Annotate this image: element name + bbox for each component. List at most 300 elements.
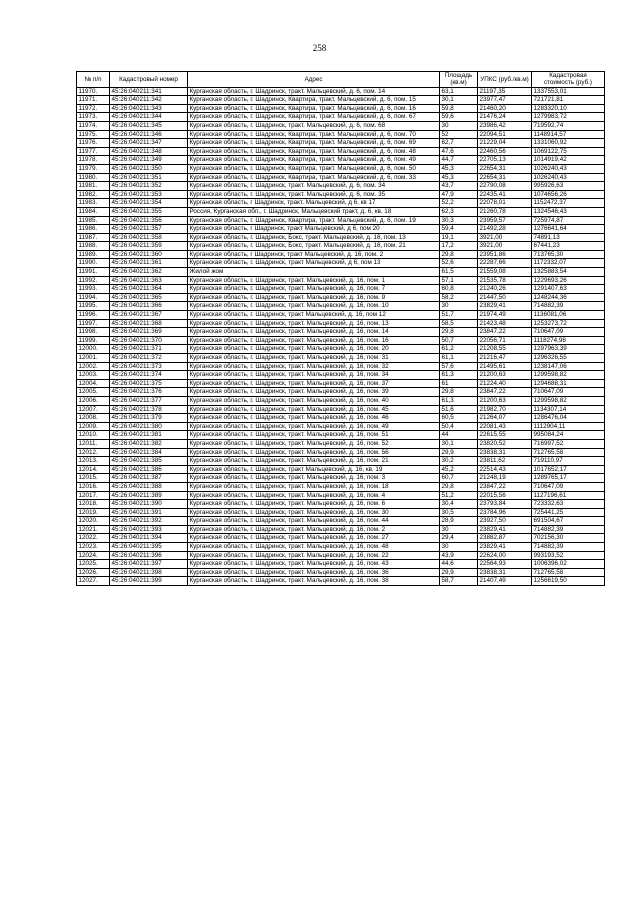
cadastral-value: 1286476,04 (532, 414, 605, 423)
area: 50,4 (440, 422, 478, 431)
row-number: 12019. (77, 508, 110, 517)
upks: 22460,56 (478, 147, 532, 156)
col-header-cadastral-number: Кадастровый номер (110, 72, 188, 88)
address: Курганская область, г. Шадринск, тракт. Мальцевский, д. 16, пом. 31 (188, 354, 440, 363)
upks: 22654,31 (478, 164, 532, 173)
cadastral-value: 1118274,98 (532, 336, 605, 345)
address: Курганская область, г. Шадринск, тракт. Мальцевский, д. 16, пом. 40 (188, 396, 440, 405)
cadastral-number: 45:26:040211:387 (110, 474, 188, 483)
cadastral-table (76, 71, 605, 586)
cadastral-number: 45:26:040211:397 (110, 560, 188, 569)
row-number: 12002. (77, 362, 110, 371)
row-number: 12003. (77, 371, 110, 380)
row-number: 11972. (77, 104, 110, 113)
table-row (77, 500, 605, 509)
col-header-number: № п/п (77, 72, 110, 88)
upks: 22081,43 (478, 422, 532, 431)
table-row (77, 242, 605, 251)
cadastral-number: 45:26:040211:372 (110, 354, 188, 363)
upks: 23847,22 (478, 482, 532, 491)
cadastral-value: 1026240,43 (532, 173, 605, 182)
cadastral-value: 723332,63 (532, 500, 605, 509)
area: 50,7 (440, 336, 478, 345)
cadastral-number: 45:26:040211:390 (110, 500, 188, 509)
address: Курганская область, г Шадринск, тракт Мальцевский, д 6, пом 20 (188, 225, 440, 234)
address: Курганская область, г. Шадринск, тракт. Мальцевский, д. 16, пом. 52 (188, 439, 440, 448)
upks: 21495,61 (478, 362, 532, 371)
area: 44 (440, 431, 478, 440)
address: Курганская область, г. Шадринск, тракт Мальцевский, д. 16, кв. 19 (188, 465, 440, 474)
cadastral-value: 725441,25 (532, 508, 605, 517)
address: Курганская область, г. Шадринск, тракт. Мальцевский, д. 16, пом. 7 (188, 285, 440, 294)
upks: 21492,28 (478, 225, 532, 234)
upks: 23847,22 (478, 388, 532, 397)
row-number: 12011. (77, 439, 110, 448)
cadastral-number: 45:26:040211:374 (110, 371, 188, 380)
address: Курганская область, г. Шадринск, тракт. Мальцевский, д. 16, пом. 22 (188, 551, 440, 560)
row-number: 11971. (77, 96, 110, 105)
cadastral-value: 710647,09 (532, 388, 605, 397)
address: Курганская область, г. Шадринск, тракт. Мальцевский, д. 16, пом. 3 (188, 474, 440, 483)
address: Курганская область, г. Шадринск, тракт. Мальцевский, д. 16, пом. 49 (188, 422, 440, 431)
row-number: 12027. (77, 577, 110, 586)
upks: 21260,78 (478, 207, 532, 216)
area: 52 (440, 130, 478, 139)
cadastral-number: 45:26:040211:362 (110, 268, 188, 277)
row-number: 11982. (77, 190, 110, 199)
table-row (77, 225, 605, 234)
row-number: 12020. (77, 517, 110, 526)
row-number: 12017. (77, 491, 110, 500)
address: Курганская область, г. Шадринск, тракт. Мальцевский, д. 16, пом. 20 (188, 345, 440, 354)
table-row (77, 164, 605, 173)
row-number: 11981. (77, 182, 110, 191)
row-number: 11989. (77, 250, 110, 259)
row-number: 12025. (77, 560, 110, 569)
area: 59,4 (440, 225, 478, 234)
area: 61,5 (440, 268, 478, 277)
cadastral-number: 45:26:040211:344 (110, 113, 188, 122)
table-row (77, 457, 605, 466)
row-number: 11986. (77, 225, 110, 234)
cadastral-number: 45:26:040211:391 (110, 508, 188, 517)
cadastral-value: 1014919,42 (532, 156, 605, 165)
cadastral-value: 710647,09 (532, 482, 605, 491)
area: 60,8 (440, 285, 478, 294)
cadastral-value: 1296326,55 (532, 354, 605, 363)
upks: 23838,31 (478, 568, 532, 577)
area: 30,1 (440, 96, 478, 105)
col-header-cadastral-value: Кадастровая стоимость (руб.) (532, 72, 605, 88)
area: 30,5 (440, 508, 478, 517)
row-number: 11997. (77, 319, 110, 328)
cadastral-number: 45:26:040211:394 (110, 534, 188, 543)
area: 61,2 (440, 345, 478, 354)
cadastral-value: 714882,39 (532, 543, 605, 552)
row-number: 12023. (77, 543, 110, 552)
upks: 21982,70 (478, 405, 532, 414)
row-number: 11995. (77, 302, 110, 311)
row-number: 12012. (77, 448, 110, 457)
cadastral-number: 45:26:040211:399 (110, 577, 188, 586)
address: Курганская область, г. Шадринск, тракт. Мальцевский, д. 16, пом. 30 (188, 508, 440, 517)
area: 60,5 (440, 414, 478, 423)
cadastral-number: 45:26:040211:376 (110, 388, 188, 397)
cadastral-number: 45:26:040211:347 (110, 139, 188, 148)
address: Курганская область, г. Шадринск, тракт. Мальцевский, д. 16, пом. 46 (188, 414, 440, 423)
row-number: 11976. (77, 139, 110, 148)
area: 30,4 (440, 500, 478, 509)
area: 62,7 (440, 139, 478, 148)
address: Курганская область, г. Шадринск, Квартира, тракт. Мальцевский, д. 6, пом. 15 (188, 96, 440, 105)
upks: 22615,55 (478, 431, 532, 440)
table-row (77, 474, 605, 483)
table-row (77, 525, 605, 534)
cadastral-value: 1248244,36 (532, 293, 605, 302)
table-row (77, 173, 605, 182)
address: Курганская область, г. Шадринск, тракт. Мальцевский, д. 16, пом. 9 (188, 293, 440, 302)
upks: 23838,31 (478, 448, 532, 457)
area: 19,1 (440, 233, 478, 242)
area: 30 (440, 302, 478, 311)
row-number: 11993. (77, 285, 110, 294)
area: 61,3 (440, 396, 478, 405)
table-row (77, 465, 605, 474)
upks: 22514,43 (478, 465, 532, 474)
upks: 22624,00 (478, 551, 532, 560)
cadastral-value: 1297963,39 (532, 345, 605, 354)
table-row (77, 285, 605, 294)
cadastral-number: 45:26:040211:382 (110, 439, 188, 448)
address: Курганская область, г. Шадринск, тракт. Мальцевский, д. 16, пом. 32 (188, 362, 440, 371)
table-row (77, 379, 605, 388)
cadastral-value: 702156,30 (532, 534, 605, 543)
cadastral-number: 45:26:040211:371 (110, 345, 188, 354)
area: 29,8 (440, 482, 478, 491)
cadastral-value: 74891,13 (532, 233, 605, 242)
table-row (77, 139, 605, 148)
upks: 23829,41 (478, 302, 532, 311)
upks: 22564,93 (478, 560, 532, 569)
area: 61,3 (440, 371, 478, 380)
cadastral-number: 45:26:040211:380 (110, 422, 188, 431)
upks: 23793,84 (478, 500, 532, 509)
cadastral-number: 45:26:040211:352 (110, 182, 188, 191)
cadastral-value: 1294688,31 (532, 379, 605, 388)
upks: 21559,08 (478, 268, 532, 277)
upks: 22790,08 (478, 182, 532, 191)
upks: 3921,00 (478, 242, 532, 251)
address: Курганская область, г. Шадринск, Бокс, тракт. Мальцевский, д. 16, пом. 13 (188, 233, 440, 242)
table-row (77, 551, 605, 560)
cadastral-number: 45:26:040211:360 (110, 250, 188, 259)
address: Курганская область, г. Шадринск, тракт. Мальцевский, д. 6, пом. 34 (188, 182, 440, 191)
row-number: 11980. (77, 173, 110, 182)
cadastral-number: 45:26:040211:378 (110, 405, 188, 414)
address: Курганская область, г. Шадринск, Квартира, тракт. Мальцевский, д. 6, пом. 19 (188, 216, 440, 225)
cadastral-value: 1283320,10 (532, 104, 605, 113)
row-number: 12016. (77, 482, 110, 491)
row-number: 11990. (77, 259, 110, 268)
cadastral-value: 714882,39 (532, 302, 605, 311)
cadastral-number: 45:26:040211:357 (110, 225, 188, 234)
area: 62,3 (440, 207, 478, 216)
table-row (77, 156, 605, 165)
address: Курганская область, г. Шадринск, тракт Мальцевский, д 6, пом 13 (188, 259, 440, 268)
table-row (77, 190, 605, 199)
address: Курганская область, г Шадринск, тракт Мальцевский, д. 16, пом. 2 (188, 250, 440, 259)
col-header-area: Площадь (кв.м) (440, 72, 478, 88)
area: 58,2 (440, 293, 478, 302)
row-number: 12005. (77, 388, 110, 397)
page-number: 258 (312, 43, 327, 53)
cadastral-number: 45:26:040211:375 (110, 379, 188, 388)
cadastral-number: 45:26:040211:356 (110, 216, 188, 225)
area: 51,2 (440, 491, 478, 500)
address: Курганская область, г. Шадринск, Квартира, тракт. Мальцевский, д. 6, пом. 49 (188, 156, 440, 165)
cadastral-number: 45:26:040211:351 (110, 173, 188, 182)
address: Курганская область, г. Шадринск, тракт. Мальцевский, д. 6, пом. 14 (188, 87, 440, 96)
cadastral-value: 1238147,06 (532, 362, 605, 371)
upks: 3921,00 (478, 233, 532, 242)
cadastral-value: 1337553,01 (532, 87, 605, 96)
row-number: 11970. (77, 87, 110, 96)
table-row (77, 431, 605, 440)
row-number: 12001. (77, 354, 110, 363)
cadastral-value: 716997,52 (532, 439, 605, 448)
area: 44,6 (440, 560, 478, 569)
cadastral-number: 45:26:040211:349 (110, 156, 188, 165)
row-number: 11985. (77, 216, 110, 225)
area: 45,3 (440, 164, 478, 173)
address: Курганская область, г. Шадринск, тракт. Мальцевский, д. 16, пом. 39 (188, 388, 440, 397)
cadastral-number: 45:26:040211:364 (110, 285, 188, 294)
table-row (77, 534, 605, 543)
table-row (77, 113, 605, 122)
address: Курганская область, г. Шадринск, тракт. Мальцевский, д. 16, пом. 1 (188, 276, 440, 285)
row-number: 12022. (77, 534, 110, 543)
area: 43,7 (440, 182, 478, 191)
upks: 23977,47 (478, 96, 532, 105)
address: Курганская область, г. Шадринск, тракт. Мальцевский, д. 16, пом. 38 (188, 577, 440, 586)
cadastral-value: 1289765,17 (532, 474, 605, 483)
cadastral-number: 45:26:040211:359 (110, 242, 188, 251)
cadastral-value: 1325883,54 (532, 268, 605, 277)
cadastral-value: 719110,97 (532, 457, 605, 466)
table-row (77, 414, 605, 423)
row-number: 11984. (77, 207, 110, 216)
cadastral-number: 45:26:040211:370 (110, 336, 188, 345)
cadastral-number: 45:26:040211:350 (110, 164, 188, 173)
row-number: 11978. (77, 156, 110, 165)
upks: 22078,01 (478, 199, 532, 208)
row-number: 11992. (77, 276, 110, 285)
cadastral-value: 1291407,63 (532, 285, 605, 294)
table-row (77, 216, 605, 225)
cadastral-value: 713765,30 (532, 250, 605, 259)
cadastral-value: 710647,09 (532, 328, 605, 337)
table-row (77, 87, 605, 96)
area: 58,7 (440, 577, 478, 586)
row-number: 11975. (77, 130, 110, 139)
table-row (77, 439, 605, 448)
address: Курганская область, г. Шадринск, тракт. Мальцевский, д. 16, пом. 6 (188, 500, 440, 509)
row-number: 11977. (77, 147, 110, 156)
address: Курганская область, г. Шадринск, тракт. Мальцевский, д. 16, пом. 10 (188, 302, 440, 311)
area: 44,7 (440, 156, 478, 165)
row-number: 12026. (77, 568, 110, 577)
row-number: 12024. (77, 551, 110, 560)
cadastral-number: 45:26:040211:381 (110, 431, 188, 440)
cadastral-value: 1324546,43 (532, 207, 605, 216)
cadastral-number: 45:26:040211:343 (110, 104, 188, 113)
upks: 21200,63 (478, 371, 532, 380)
cadastral-number: 45:26:040211:354 (110, 199, 188, 208)
area: 51,6 (440, 405, 478, 414)
upks: 23811,62 (478, 457, 532, 466)
cadastral-number: 45:26:040211:392 (110, 517, 188, 526)
cadastral-number: 45:26:040211:348 (110, 147, 188, 156)
row-number: 11988. (77, 242, 110, 251)
area: 30,1 (440, 439, 478, 448)
upks: 21229,04 (478, 139, 532, 148)
table-row (77, 328, 605, 337)
upks: 23959,57 (478, 216, 532, 225)
cadastral-value: 1253273,72 (532, 319, 605, 328)
area: 52,2 (440, 199, 478, 208)
area: 58,5 (440, 319, 478, 328)
cadastral-value: 714882,39 (532, 525, 605, 534)
table-row (77, 345, 605, 354)
address: Курганская область, г. Шадринск, тракт. Мальцевский, д. 16, пом. 36 (188, 568, 440, 577)
area: 30 (440, 543, 478, 552)
table-row (77, 233, 605, 242)
cadastral-number: 45:26:040211:345 (110, 121, 188, 130)
area: 30,3 (440, 216, 478, 225)
row-number: 11983. (77, 199, 110, 208)
row-number: 12007. (77, 405, 110, 414)
table-row (77, 388, 605, 397)
address: Курганская область, г. Шадринск, тракт. Мальцевский, д. 16, пом. 16 (188, 336, 440, 345)
table-row (77, 199, 605, 208)
upks: 21197,35 (478, 87, 532, 96)
table-row (77, 371, 605, 380)
table-row (77, 405, 605, 414)
table-row (77, 491, 605, 500)
area: 47,6 (440, 147, 478, 156)
cadastral-number: 45:26:040211:395 (110, 543, 188, 552)
table-row (77, 130, 605, 139)
address: Курганская область, г. Шадринск, тракт Мальцевский, д. 16, пом 12 (188, 311, 440, 320)
cadastral-value: 1136081,06 (532, 311, 605, 320)
cadastral-value: 1299598,82 (532, 396, 605, 405)
cadastral-value: 712765,58 (532, 448, 605, 457)
area: 30 (440, 525, 478, 534)
upks: 21476,24 (478, 113, 532, 122)
address: Курганская область, г. Шадринск, тракт. Мальцевский, д. 16, пом. 34 (188, 371, 440, 380)
cadastral-number: 45:26:040211:363 (110, 276, 188, 285)
upks: 21407,49 (478, 577, 532, 586)
cadastral-number: 45:26:040211:361 (110, 259, 188, 268)
address: Курганская область, г. Шадринск, тракт. Мальцевский, д. 16, пом. 13 (188, 319, 440, 328)
cadastral-number: 45:26:040211:342 (110, 96, 188, 105)
upks: 21248,19 (478, 474, 532, 483)
upks: 21200,63 (478, 396, 532, 405)
area: 59,8 (440, 104, 478, 113)
upks: 23882,87 (478, 534, 532, 543)
address: Курганская область, г. Шадринск, тракт. Мальцевский, д. 16, пом. 43 (188, 560, 440, 569)
table-row (77, 259, 605, 268)
row-number: 11974. (77, 121, 110, 130)
row-number: 11979. (77, 164, 110, 173)
area: 57,1 (440, 276, 478, 285)
area: 45,3 (440, 173, 478, 182)
upks: 21974,49 (478, 311, 532, 320)
cadastral-value: 1006396,02 (532, 560, 605, 569)
address: Курганская область, г. Шадринск, тракт. Мальцевский, д. 16, пом. 4 (188, 491, 440, 500)
address: Жилой жом (188, 268, 440, 277)
row-number: 11987. (77, 233, 110, 242)
address: Курганская область, г. Шадринск, тракт. Мальцевский, д. 16, пом. 37 (188, 379, 440, 388)
area: 43,9 (440, 551, 478, 560)
address: Курганская область, г. Шадринск, тракт. Мальцевский, д. 16, пом. 27 (188, 534, 440, 543)
upks: 21535,78 (478, 276, 532, 285)
area: 63,1 (440, 87, 478, 96)
table-row (77, 560, 605, 569)
area: 60,7 (440, 474, 478, 483)
cadastral-number: 45:26:040211:389 (110, 491, 188, 500)
upks: 22056,71 (478, 336, 532, 345)
upks: 21240,26 (478, 285, 532, 294)
address: Курганская область, г. Шадринск, Квартира, тракт. Мальцевский, д. 6, пом. 50 (188, 164, 440, 173)
upks: 21264,07 (478, 414, 532, 423)
cadastral-value: 721721,81 (532, 96, 605, 105)
address: Курганская область, г. Шадринск, Квартира, тракт. Мальцевский, д. 6, пом. 16 (188, 104, 440, 113)
cadastral-value: 1276641,64 (532, 225, 605, 234)
address: Курганская область, г Шадринск, тракт. Мальцевский, д 6, кв 17 (188, 199, 440, 208)
table-row (77, 568, 605, 577)
upks: 21460,20 (478, 104, 532, 113)
upks: 21208,55 (478, 345, 532, 354)
upks: 22015,56 (478, 491, 532, 500)
row-number: 12010. (77, 431, 110, 440)
cadastral-number: 45:26:040211:367 (110, 311, 188, 320)
table-row (77, 121, 605, 130)
cadastral-number: 45:26:040211:393 (110, 525, 188, 534)
upks: 23829,41 (478, 543, 532, 552)
address: Курганская область, г. Шадринск, тракт. Мальцевский, д. 16, пом. 56 (188, 448, 440, 457)
row-number: 11998. (77, 328, 110, 337)
address: Курганская область, г. Шадринск, Квартира, тракт. Мальцевский, д. 6, пом. 69 (188, 139, 440, 148)
area: 17,2 (440, 242, 478, 251)
table-row (77, 543, 605, 552)
table-row (77, 147, 605, 156)
upks: 22287,66 (478, 259, 532, 268)
area: 52,6 (440, 259, 478, 268)
address: Курганская область, г. Шадринск, тракт. Мальцевский, д. 16, пом. 2 (188, 525, 440, 534)
cadastral-value: 1074656,26 (532, 190, 605, 199)
cadastral-value: 725974,87 (532, 216, 605, 225)
address: Курганская область, г. Шадринск, тракт. Мальцевский, д. 16, пом. 45 (188, 405, 440, 414)
row-number: 12004. (77, 379, 110, 388)
area: 61,1 (440, 354, 478, 363)
cadastral-value: 1152472,37 (532, 199, 605, 208)
cadastral-number: 45:26:040211:341 (110, 87, 188, 96)
address: Курганская область, г. Шадринск, тракт. Мальцевский, д. 6, пом. 35 (188, 190, 440, 199)
row-number: 11996. (77, 311, 110, 320)
area: 51,7 (440, 311, 478, 320)
cadastral-value: 1134307,14 (532, 405, 605, 414)
